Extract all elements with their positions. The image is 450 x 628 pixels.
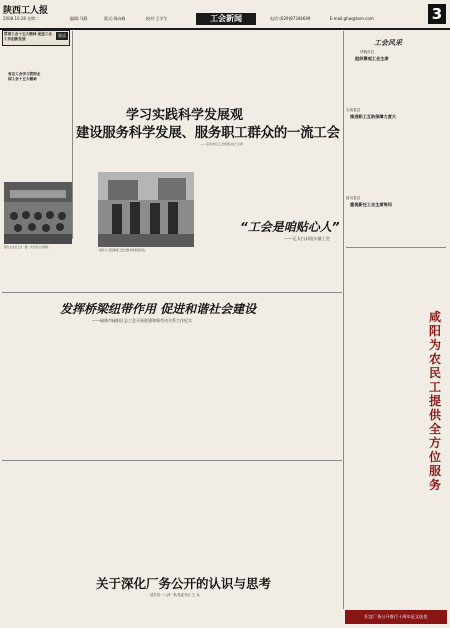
commentary-box-title: 贯彻工会十五大精神 促进工会工作创新发展	[4, 32, 52, 41]
feature-headline: “工会是咱贴心人”	[240, 220, 340, 234]
proof-credit: 校对:王学生	[146, 16, 168, 21]
left-subhead: 省总工会学习贯彻全国工会十五大精神	[8, 72, 41, 81]
column-divider	[72, 31, 73, 239]
main-body-col3-top	[250, 30, 340, 100]
layout-credit: 版式:周向峰	[104, 16, 126, 21]
right-divider	[346, 247, 446, 248]
main-headline-line1: 学习实践科学发展观	[126, 108, 244, 123]
right-column-deco-head: 工会风采	[374, 38, 402, 47]
second-body-col3	[204, 326, 272, 458]
hotline-text	[270, 16, 374, 22]
left-body-text-side	[44, 72, 68, 122]
meeting-photo-caption: 图为太白县工会一届一次代表大会现场。	[4, 246, 51, 249]
bottom-byline: 延长县一八四一队党委书记 王 兵	[150, 593, 200, 597]
meeting-photo	[4, 182, 72, 244]
issue-date: 2008.10.28 星期二	[3, 16, 40, 21]
section-divider-2	[2, 460, 342, 461]
item2-tag: 石泉县总	[346, 108, 361, 112]
bottom-banner: 纪念厂务公开推行十周年征文选登	[345, 610, 447, 624]
second-body-col4	[276, 296, 342, 458]
main-byline: ——宝鸡市总工会党组书记 主席	[200, 142, 243, 146]
bottom-body-col4	[252, 463, 342, 571]
bottom-headline: 关于深化厂务公开的认识与思考	[96, 576, 272, 591]
second-body-col2	[132, 326, 200, 458]
vertical-headline: 咸阳为农民工提供全方位服务	[428, 310, 441, 492]
right-column-divider	[343, 31, 344, 609]
commentary-tag: 笔谈	[58, 33, 66, 38]
bottom-body-lower	[80, 598, 342, 624]
item2-body	[346, 121, 446, 193]
second-headline: 发挥桥梁纽带作用 促进和谐社会建设	[60, 302, 257, 316]
right-lower-body	[346, 250, 424, 605]
bottom-body-col3	[156, 463, 248, 571]
item2-title: 推进职工互助保障力度大	[350, 114, 397, 119]
donation-photo-caption: “娘家人”给困难职工送去慰问金和慰问品。	[98, 249, 148, 252]
newspaper-title: 陕西工人报	[3, 6, 49, 16]
main-body-col2-top	[163, 30, 247, 100]
feature-body-left	[198, 244, 268, 290]
second-body-col0	[4, 296, 54, 458]
donation-photo	[98, 172, 194, 247]
donation-photo-image	[98, 172, 194, 247]
feature-body-top-left	[198, 155, 268, 215]
item1-body	[346, 63, 446, 103]
second-body-col1	[60, 326, 128, 458]
email-address: E-mail:ghw@tom.com	[329, 16, 374, 21]
item3-body	[346, 209, 446, 244]
left-body-text-top	[2, 46, 68, 72]
commentary-box	[2, 30, 70, 46]
feature-body-lower-mid	[98, 254, 194, 290]
phone-number: 电话:(029)87344649	[270, 16, 311, 21]
feature-body-right	[272, 244, 342, 290]
bottom-body-col1	[4, 463, 76, 623]
bottom-body-col2	[80, 463, 152, 571]
main-body-col1-top	[76, 30, 160, 100]
feature-body-lower-left	[4, 254, 94, 290]
meeting-photo-image	[4, 182, 72, 244]
section-divider-1	[2, 292, 342, 293]
second-subhead: ——榆林市榆阳区总工会开展创建和谐劳动关系工作纪实	[92, 318, 192, 323]
main-headline-line2: 建设服务科学发展、服务职工群众的一流工会	[76, 126, 340, 141]
item3-title: 重视新任工会主席培训	[350, 202, 392, 207]
editor-credit: 编辑:马静	[70, 16, 88, 21]
item1-tag: 华阴市总	[360, 50, 375, 54]
item3-tag: 洛川县总	[346, 196, 361, 200]
page-number: 3	[428, 4, 446, 24]
item1-title: 组织慕观工会主席	[355, 56, 389, 61]
section-badge: 工会新闻	[196, 13, 256, 25]
feature-subhead: ——记太白县咀头镇工会	[284, 236, 331, 241]
feature-body-top-right	[272, 155, 342, 215]
